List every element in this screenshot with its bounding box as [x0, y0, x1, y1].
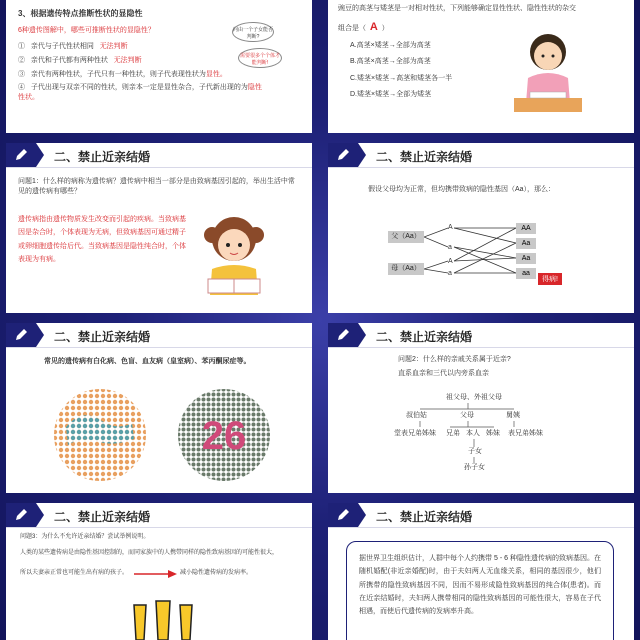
question-1: 问题1：什么样的病称为遗传病？遗传病中相当一部分是由致病基因引起的，举出生活中常见的遗传病有哪些？	[18, 178, 295, 195]
exclamation-icons	[122, 599, 202, 640]
offspring-Aa-1: Aa	[516, 238, 536, 249]
definition-paragraph: 遗传病指由遗传物质发生改变而引起的疾病。当致病基因是杂合时，个体表现为无病，但致病基因可通过精子或卵细胞遗传给后代。当致病基因是隐性纯合时，个体表现为有病。	[18, 216, 186, 263]
girl-reading-illustration	[194, 209, 274, 304]
tree-mother-siblings: 舅姨	[506, 412, 520, 419]
tree-brothers: 兄弟	[446, 430, 460, 437]
bubble-answer: 需要很多个个体才能判断!	[238, 48, 282, 68]
cross-lines	[424, 223, 524, 283]
offspring-Aa-2: Aa	[516, 253, 536, 264]
section-title: 二、禁止近亲结婚	[54, 330, 151, 344]
student-illustration	[508, 28, 588, 118]
option-c: C.矮茎×矮茎→高茎和矮茎各一半	[350, 74, 453, 82]
question: 6种遗传图解中，哪些可推断性状的显隐性？	[18, 27, 155, 34]
heading: 3、根据遗传特点推断性状的显隐性	[18, 9, 143, 18]
item-4: ④ 子代出现与双亲不同的性状，则亲本一定是显性杂合，子代新出现的为隐性性状。	[18, 84, 262, 102]
pencil-icon	[14, 328, 28, 342]
item-list	[18, 42, 268, 103]
gamete-mother-A: A	[448, 258, 453, 265]
gamete-mother-a: a	[448, 270, 452, 277]
gamete-father-a: a	[448, 244, 452, 251]
reason-paragraph: 人类的某些遗传病是由隐性基因控制的，而同家族中的人携带同样的隐性致病基因的可能性很大，	[20, 550, 279, 556]
question-2: 问题2：什么样的亲戚关系属于近亲?	[398, 356, 511, 363]
tree-sisters: 姊妹	[486, 430, 500, 437]
section-header	[328, 503, 634, 528]
section-header	[6, 503, 312, 528]
section-header	[6, 323, 312, 348]
tree-parents: 父母	[460, 412, 474, 419]
section-title: 二、禁止近亲结婚	[376, 150, 473, 164]
red-arrow-icon	[134, 569, 178, 579]
tree-root: 祖父母、外祖父母	[446, 394, 502, 401]
disease-list: 常见的遗传病有白化病、色盲、血友病（皇室病）、苯丙酮尿症等。	[44, 358, 251, 365]
who-paragraph: 据世界卫生组织估计，人群中每个人约携带 5 - 6 种隐性遗传病的致病基因。在随机婚配(非近亲婚配)时，由于夫妇两人无血缘关系，相同的基因很少，他们所携带的隐性致病基因不同，因而不易形成隐性致病基因的纯合体(患者)。而在近亲结婚时，夫妇两人携带相同的隐性致病基因的可能性很大，容易在子代相遇，而使后代遗传病的发病率升高。	[359, 555, 601, 616]
slide-2[interactable]	[328, 0, 634, 133]
option-d: D.矮茎×矮茎→全部为矮茎	[350, 91, 432, 99]
section-title: 二、禁止近亲结婚	[54, 150, 151, 164]
answer-sub: 直系血亲和三代以内旁系血亲	[398, 370, 489, 377]
question-text: 豌豆的高茎与矮茎是一对相对性状，下列能够确定显性性状、隐性性状的杂交 组合是（ A ）	[338, 5, 576, 33]
item-3: ③ 亲代有两种性状，子代只有一种性状，则子代表现性状为显性。	[18, 70, 227, 78]
slide-5[interactable]	[6, 323, 312, 493]
pencil-icon	[14, 508, 28, 522]
section-header	[6, 143, 312, 168]
section-title: 二、禁止近亲结婚	[376, 510, 473, 524]
gamete-father-A: A	[448, 224, 453, 231]
options	[350, 38, 452, 104]
bubble-question: 问由一个子女能否判断?	[232, 22, 274, 42]
father-box: 父（Aa）	[388, 231, 424, 243]
offspring-aa: aa	[516, 268, 536, 279]
question-3: 问题3：为什么不允许近亲结婚？尝试举例说明。	[20, 534, 150, 540]
offspring-AA: AA	[516, 223, 536, 234]
tree-grandchildren: 孙子女	[464, 464, 485, 471]
tree-self: 本人	[466, 430, 480, 437]
info-box	[346, 541, 614, 640]
reason-conclusion: 所以夫妻亲正常也可能生出有病的孩子。	[20, 570, 129, 576]
arrow-note: 减小隐性遗传病的发病率。	[180, 570, 253, 576]
answer: A	[369, 20, 378, 33]
slide-7[interactable]	[6, 503, 312, 640]
slide-1[interactable]	[6, 0, 312, 133]
item-1: ① 亲代与子代性状相同 无法判断	[18, 43, 128, 50]
tree-uncle-aunt: 叔伯姑	[406, 412, 427, 419]
tree-cousins-maternal: 表兄弟姊妹	[508, 430, 543, 437]
color-blind-test-plate-1	[52, 387, 148, 483]
sick-label: 得病!	[538, 273, 562, 285]
option-a: A.高茎×矮茎→全部为高茎	[350, 42, 431, 49]
slide-6[interactable]	[328, 323, 634, 493]
section-title: 二、禁止近亲结婚	[54, 510, 151, 524]
svg-text:26: 26	[201, 414, 247, 458]
option-b: B.高茎×高茎→全部为高茎	[350, 58, 431, 66]
pencil-icon	[336, 148, 350, 162]
pencil-icon	[14, 148, 28, 162]
color-blind-test-plate-2	[176, 387, 272, 483]
tree-children: 子女	[468, 448, 482, 455]
slide-8[interactable]	[328, 503, 634, 640]
item-2: ② 亲代和子代都有两种性状 无法判断	[18, 56, 142, 64]
slide-3[interactable]	[6, 143, 312, 313]
intro-text: 假设父母均为正常，但均携带致病的隐性基因（Aa），那么：	[368, 186, 556, 193]
tree-cousins-paternal: 堂表兄弟姊妹	[394, 430, 436, 437]
section-header	[328, 143, 634, 168]
mother-box: 母（Aa）	[388, 263, 424, 275]
pencil-icon	[336, 508, 350, 522]
slide-4[interactable]	[328, 143, 634, 313]
section-title: 二、禁止近亲结婚	[376, 330, 473, 344]
